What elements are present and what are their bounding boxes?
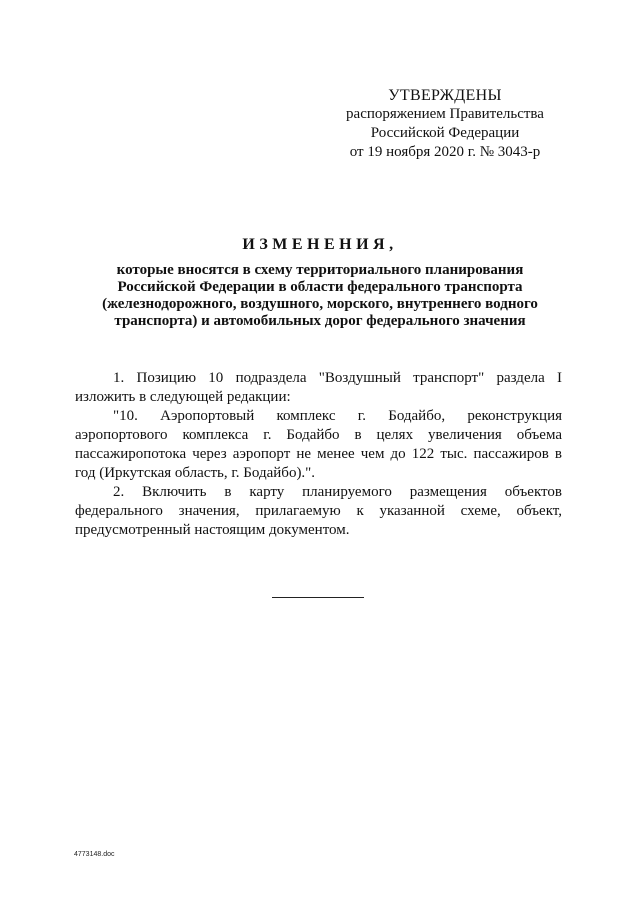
paragraph-item-2: 2. Включить в карту планируемого размещения объектов федерального значения, прилагаемую к указанной схеме, объект, предусмотренный настоящим документом. xyxy=(75,484,562,538)
approval-heading: УТВЕРЖДЕНЫ xyxy=(388,87,502,104)
paragraph-item-1: 1. Позицию 10 подраздела "Воздушный транспорт" раздела I изложить в следующей редакции: xyxy=(75,370,562,405)
subtitle-line: Российской Федерации в области федерального транспорта xyxy=(117,279,523,295)
subtitle-line: которые вносятся в схему территориального планирования xyxy=(116,262,524,278)
approval-country: Российской Федерации xyxy=(370,125,520,141)
document-body xyxy=(75,369,562,540)
paragraph-quoted-position: "10. Аэропортовый комплекс г. Бодайбо, реконструкция аэропортового комплекса г. Бодайбо в целях увеличения объема пассажиропотока через аэропорт не менее чем до 122 тыс. пассажиров в год (Иркутская область, г. Бодайбо).". xyxy=(75,408,562,481)
document-title: ИЗМЕНЕНИЯ, xyxy=(242,236,398,253)
approval-authority: распоряжением Правительства xyxy=(346,106,544,122)
approval-block xyxy=(330,86,560,162)
end-divider xyxy=(272,597,364,598)
approval-date-number: от 19 ноября 2020 г. № 3043-р xyxy=(349,144,541,160)
subtitle-line: (железнодорожного, воздушного, морского, внутреннего водного xyxy=(102,296,538,312)
footer-filename: 4773148.doc xyxy=(74,851,115,858)
subtitle-line: транспорта) и автомобильных дорог федерального значения xyxy=(114,313,526,329)
document-subtitle xyxy=(70,262,570,330)
